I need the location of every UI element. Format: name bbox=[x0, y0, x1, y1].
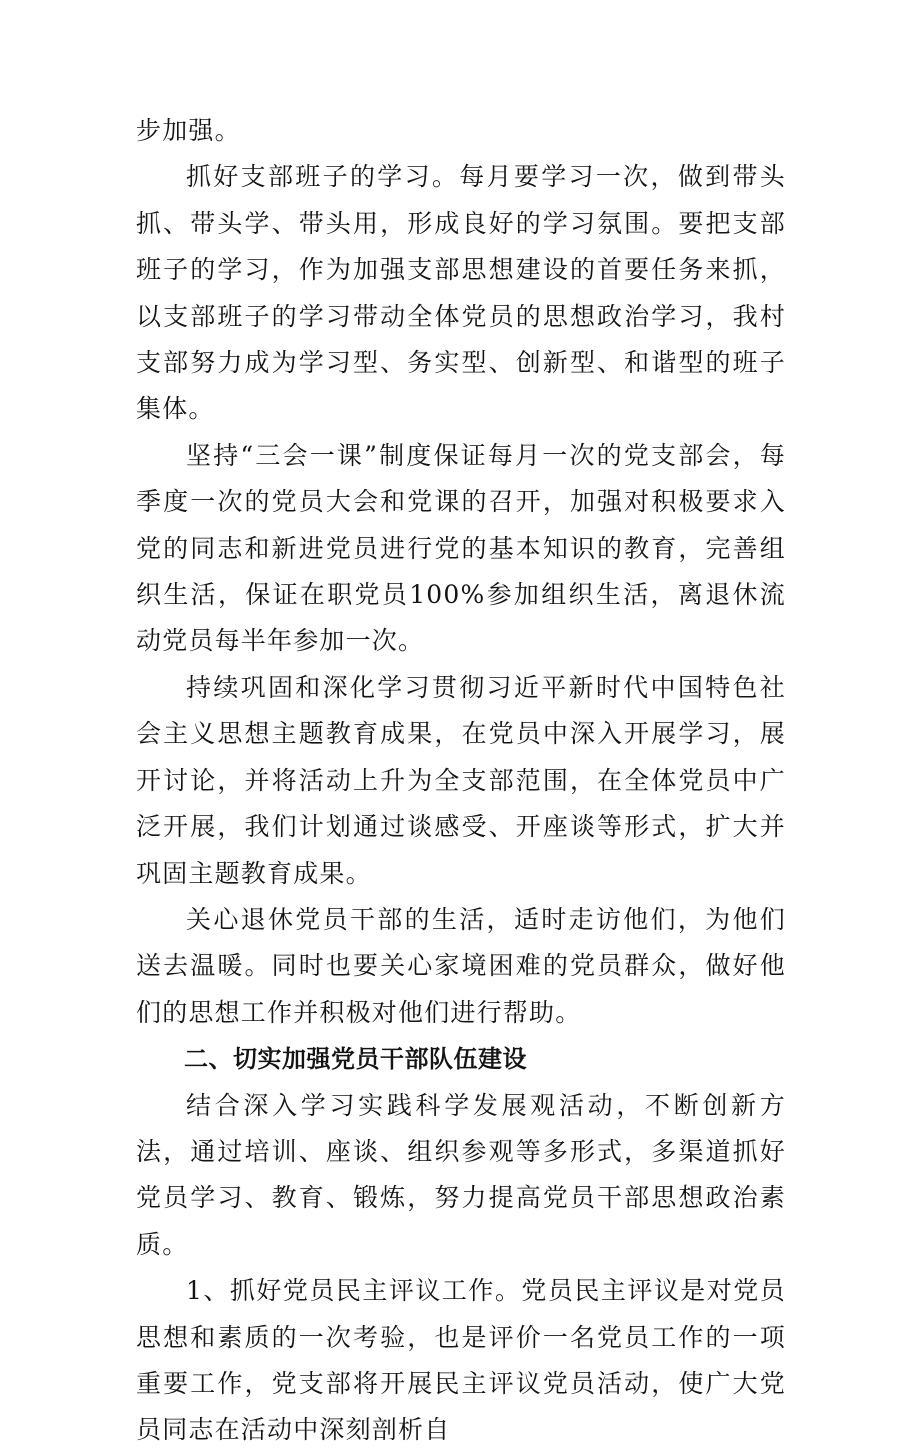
document-body bbox=[136, 108, 786, 1454]
paragraph-continuation: 步加强。 bbox=[136, 116, 241, 145]
paragraph-democratic-evaluation: 1、抓好党员民主评议工作。党员民主评议是对党员思想和素质的一次考验，也是评价一名党员工作的一项重要工作，党支部将开展民主评议党员活动，使广大党员同志在活动中深刻剖析自 bbox=[136, 1276, 786, 1445]
paragraph-retired-members: 关心退休党员干部的生活，适时走访他们，为他们送去温暖。同时也要关心家境困难的党员群众，做好他们的思想工作并积极对他们进行帮助。 bbox=[136, 904, 786, 1027]
paragraph-three-meetings: 坚持“三会一课”制度保证每月一次的党支部会，每季度一次的党员大会和党课的召开，加强对积极要求入党的同志和新进党员进行党的基本知识的教育，完善组织生活，保证在职党员100%参加组织生活，离退休流动党员每半年参加一次。 bbox=[136, 440, 786, 656]
paragraph-theme-education: 持续巩固和深化学习贯彻习近平新时代中国特色社会主义思想主题教育成果，在党员中深入开展学习，展开讨论，并将活动上升为全支部范围，在全体党员中广泛开展，我们计划通过谈感受、开座谈等形式，扩大并巩固主题教育成果。 bbox=[136, 672, 786, 888]
paragraph-branch-study: 抓好支部班子的学习。每月要学习一次，做到带头抓、带头学、带头用，形成良好的学习氛围。要把支部班子的学习，作为加强支部思想建设的首要任务来抓，以支部班子的学习带动全体党员的思想政治学习，我村支部努力成为学习型、务实型、创新型、和谐型的班子集体。 bbox=[136, 162, 786, 424]
paragraph-training: 结合深入学习实践科学发展观活动，不断创新方法，通过培训、座谈、组织参观等多形式，多渠道抓好党员学习、教育、锻炼，努力提高党员干部思想政治素质。 bbox=[136, 1090, 786, 1259]
section-heading: 二、切实加强党员干部队伍建设 bbox=[184, 1045, 527, 1074]
